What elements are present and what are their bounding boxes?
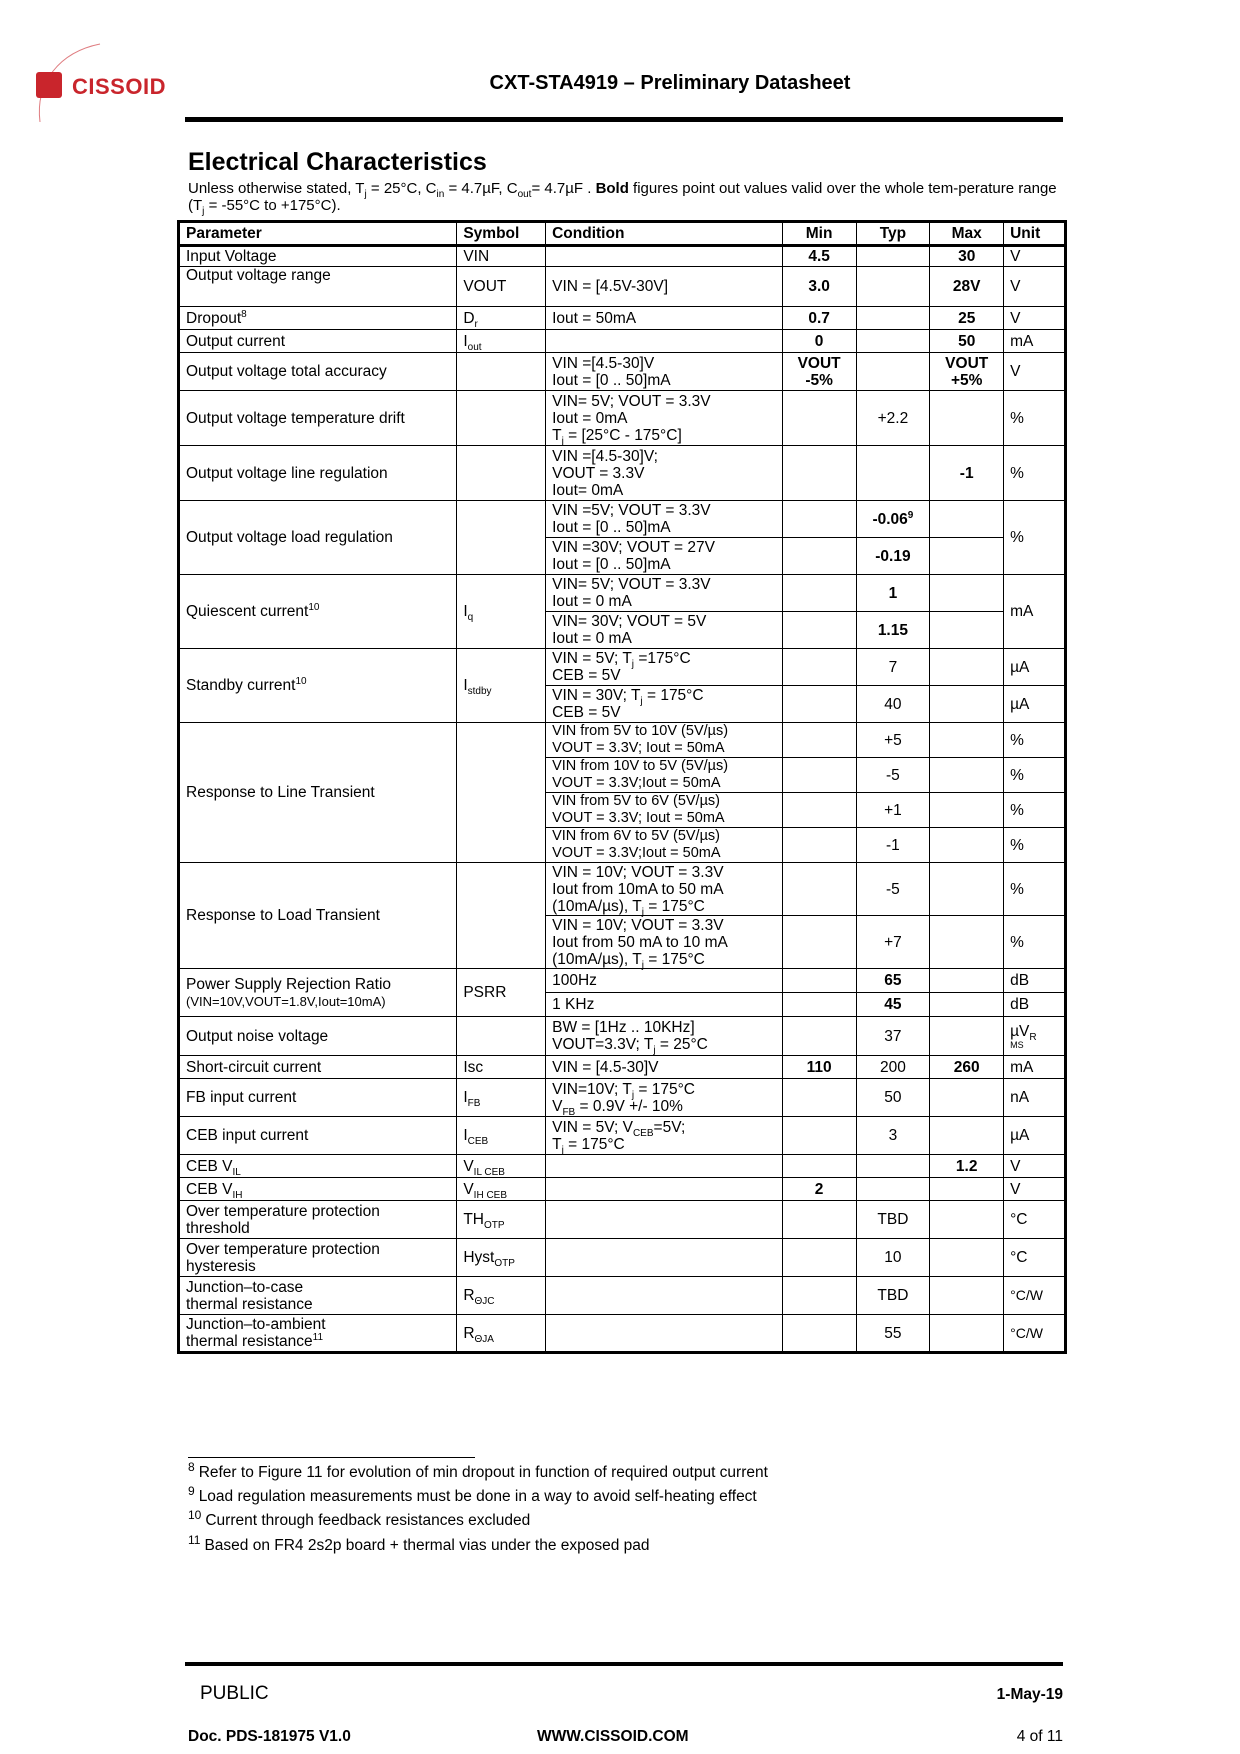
header-parameter: Parameter — [179, 222, 457, 246]
table-row: VIN from 6V to 5V (5V/µs) VOUT = 3.3V;Iout = 50mA -1 % — [179, 828, 1066, 863]
header-condition: Condition — [546, 222, 783, 246]
table-row: Output voltage range VOUT VIN = [4.5V-30V] 3.0 28V V — [179, 267, 1066, 307]
table-row: Quiescent current$^{10}$ $I_q$ VIN= 5V; VOUT = 3.3V Iout = 0 mA 1 mA — [179, 575, 1066, 612]
table-row: CEB input current $I_{CEB}$ VIN = 5V; $V_{CEB}=5V$; $T_j = 175^\circ C$ 3 µA — [179, 1117, 1066, 1155]
header-max: Max — [930, 222, 1004, 246]
header-rule — [185, 117, 1063, 122]
table-row: Standby current$^{10}$ $I_{stdby}$ VIN = 5V; $T_j =175^\circ C$ CEB = 5V 7 µA — [179, 649, 1066, 686]
document-title: CXT-STA4919 – Preliminary Datasheet — [489, 72, 851, 94]
table-row: 1 KHz 45 dB — [179, 993, 1066, 1017]
table-row: CEB $V_{IL}$ $V_{IL CEB}$ 1.2 V — [179, 1155, 1066, 1178]
footnote-rule — [188, 1457, 475, 1458]
website-link[interactable]: WWW.CISSOID.COM — [537, 1728, 689, 1745]
table-row: Output voltage load regulation VIN =5V; VOUT = 3.3V Iout = [0 .. 50]mA -0.06$^9$ % — [179, 501, 1066, 538]
table-row: VIN = 30V; $T_j = 175^\circ C$ CEB = 5V 40 µA — [179, 686, 1066, 723]
table-row: VIN = 10V; VOUT = 3.3V Iout from 50 mA to 10 mA (10mA/µs), $T_j = 175^\circ C$ +7 % — [179, 916, 1066, 969]
table-row: Output noise voltage BW = [1Hz .. 10KHz] VOUT=3.3V; $T_j = 25^\circ C$ 37 µV$_R$ MS — [179, 1017, 1066, 1056]
table-row: VIN from 5V to 6V (5V/µs) VOUT = 3.3V; Iout = 50mA +1 % — [179, 793, 1066, 828]
table-row: Output voltage line regulation VIN =[4.5-30]V; VOUT = 3.3V Iout= 0mA -1 % — [179, 446, 1066, 501]
table-row: Power Supply Rejection Ratio (VIN=10V,VOUT=1.8V,Iout=10mA) PSRR 100Hz 65 dB — [179, 969, 1066, 993]
table-row: Dropout$^8$ $D_r$ Iout = 50mA 0.7 25 V — [179, 307, 1066, 330]
table-row: Over temperature protection threshold $TH_{OTP}$ TBD °C — [179, 1201, 1066, 1239]
footnote-8: $^8$ Refer to Figure 11 for evolution of min dropout in function of required output current — [188, 1460, 768, 1481]
table-row: FB input current $I_{FB}$ VIN=10V; $T_j = 175^\circ C$ $V_{FB} = 0.9V$ +/- 10% 50 nA — [179, 1079, 1066, 1117]
table-row: VIN= 30V; VOUT = 5V Iout = 0 mA 1.15 — [179, 612, 1066, 649]
classification-label: PUBLIC — [200, 1683, 269, 1704]
footnote-10: $^{10}$ Current through feedback resistances excluded — [188, 1508, 531, 1529]
footer-rule — [185, 1662, 1063, 1666]
header-symbol: Symbol — [457, 222, 546, 246]
electrical-characteristics-table — [177, 220, 1067, 1354]
table-row: VIN from 10V to 5V (5V/µs) VOUT = 3.3V;Iout = 50mA -5 % — [179, 758, 1066, 793]
table-row: Over temperature protection hysteresis Hyst$_{OTP}$ 10 °C — [179, 1239, 1066, 1277]
footnote-9: $^9$ Load regulation measurements must be done in a way to avoid self-heating effect — [188, 1484, 757, 1505]
table-row: VIN =30V; VOUT = 27V Iout = [0 .. 50]mA -0.19 — [179, 538, 1066, 575]
table-header-row — [179, 222, 1066, 246]
document-date: 1-May-19 — [996, 1686, 1063, 1703]
document-number: Doc. PDS-181975 V1.0 — [188, 1728, 351, 1745]
header-min: Min — [782, 222, 856, 246]
logo-text: CISSOID — [72, 74, 166, 99]
table-row: Junction–to-ambient thermal resistance$^{11}$ $R_{\Theta JA}$ 55 °C/W — [179, 1315, 1066, 1353]
header-unit: Unit — [1004, 222, 1066, 246]
table-row: CEB $V_{IH}$ $V_{IH CEB}$ 2 V — [179, 1178, 1066, 1201]
page-number: 4 of 11 — [1016, 1728, 1063, 1745]
table-row: Junction–to-case thermal resistance $R_{\Theta JC}$ TBD °C/W — [179, 1277, 1066, 1315]
header-typ: Typ — [856, 222, 930, 246]
section-intro: Unless otherwise stated, $T_j = 25^\circ C$, $C_{in} = 4.7\mu F$, $C_{out}= 4.7\mu F$ . Bold figures point out values valid over the whole tem-perature range ($T_j = -55^\circ C$ to +175°C). — [188, 180, 1057, 217]
footnote-11: $^{11}$ Based on FR4 2s2p board + thermal vias under the exposed pad — [188, 1533, 650, 1554]
table-row: Input Voltage VIN 4.5 30 V — [179, 246, 1066, 267]
table-row: Response to Load Transient VIN = 10V; VOUT = 3.3V Iout from 10mA to 50 mA (10mA/µs), $T_j = 175^\circ C$ -5 % — [179, 863, 1066, 916]
table-row: Output voltage temperature drift VIN= 5V; VOUT = 3.3V Iout = 0mA $T_j = [25^\circ C - 175^\circ C]$ +2.2 % — [179, 391, 1066, 446]
table-row: Response to Line Transient VIN from 5V to 10V (5V/µs) VOUT = 3.3V; Iout = 50mA +5 % — [179, 723, 1066, 758]
table-row: Output voltage total accuracy VIN =[4.5-30]V Iout = [0 .. 50]mA VOUT -5% VOUT +5% V — [179, 353, 1066, 391]
section-title: Electrical Characteristics — [188, 148, 487, 176]
table-row: Output current $I_{out}$ 0 50 mA — [179, 330, 1066, 353]
table-row: Short-circuit current Isc VIN = [4.5-30]V 110 200 260 mA — [179, 1056, 1066, 1079]
